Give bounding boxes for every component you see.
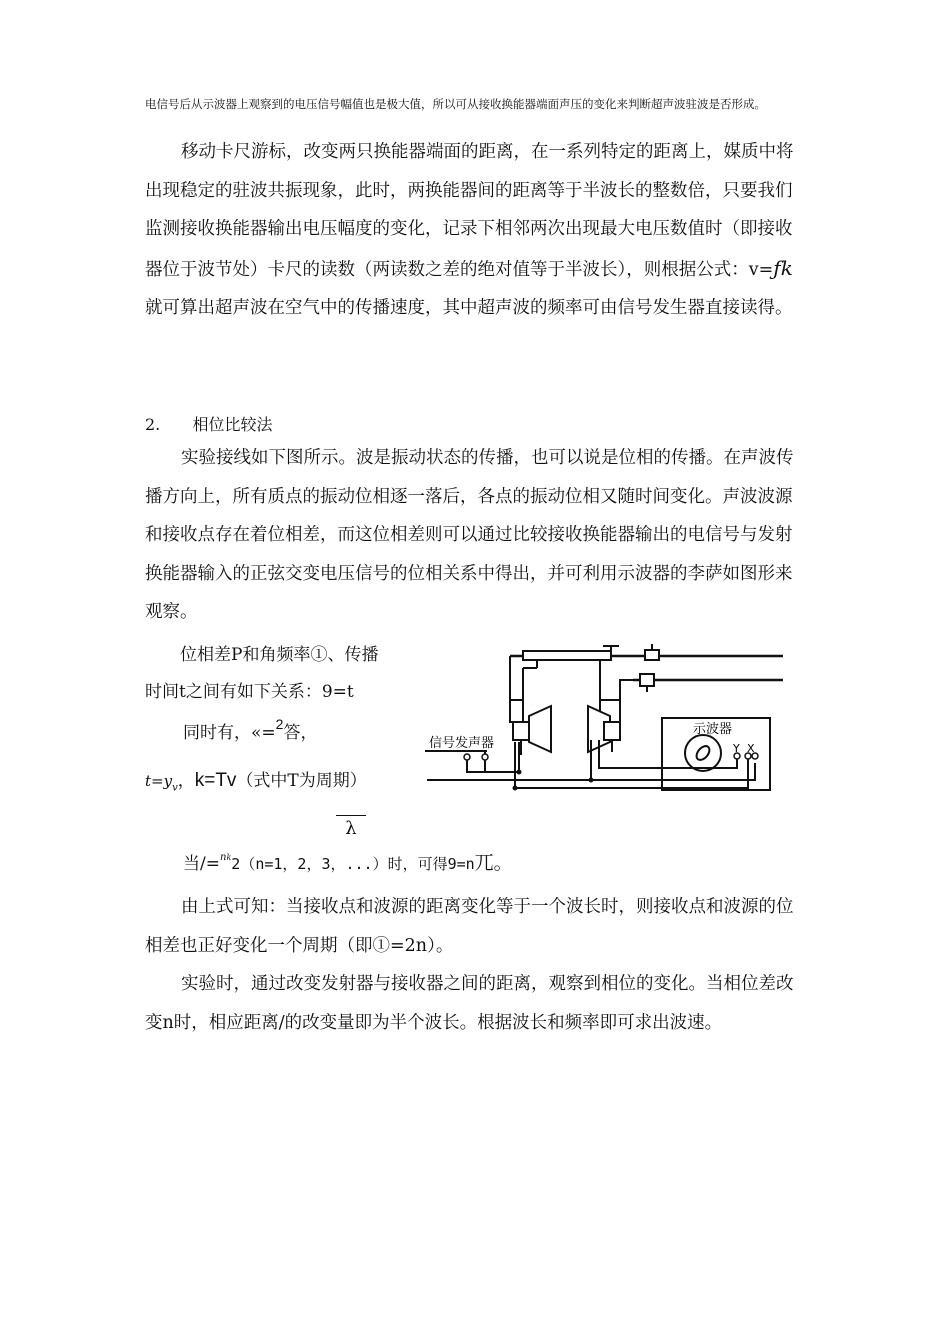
period-note: （式中T为周期） — [236, 771, 367, 791]
paragraph-conclusion: 由上式可知：当接收点和波源的距离变化等于一个波长时，则接收点和波源的位相差也正好变化一个周期（即①=2n）。 — [145, 897, 794, 956]
omega-expression: 同时有，«= — [183, 723, 276, 743]
formula-superscript — [220, 852, 231, 863]
x-input-label: X — [747, 742, 755, 755]
t-expression: t=y — [145, 772, 173, 790]
comma: ， — [177, 771, 195, 791]
k-expression: k=Tv — [194, 770, 237, 791]
paragraph-experiment: 实验时，通过改变发射器与接收器之间的距离，观察到相位的变化。当相位差改变n时，相应距离/的改变量即为半个波长。根据波长和频率即可求出波速。 — [145, 974, 794, 1033]
phase-relation-line3 — [183, 716, 317, 743]
fraction-bar — [336, 815, 366, 816]
top-note: 电信号后从示波器上观察到的电压信号幅值也是极大值，所以可从接收换能器端面声压的变化来判断超声波驻波是否形成。 — [145, 97, 766, 111]
section-heading — [145, 412, 272, 435]
lambda-symbol: λ — [345, 818, 357, 839]
lambda-fraction — [336, 815, 366, 839]
phase-relation-line3-tail: 答， — [283, 723, 318, 743]
formula-line — [183, 848, 513, 875]
wiring-diagram — [415, 640, 785, 802]
paragraph-phase-intro: 实验接线如下图所示。波是振动状态的传播，也可以说是位相的传播。在声波传播方向上，所有质点的振动位相逐一落后，各点的振动位相又随时间变化。声波波源和接收点存在着位相差，而这位相差则可以通过比较接收换能器输出的电信号与发射换能器输入的正弦交变电压信号的位相关系中得出，并可利用示波器的李萨如图形来观察。 — [145, 448, 794, 622]
phase-relation-line1: 位相差P和角频率①、传播 — [180, 645, 379, 665]
formula-sup-n: n — [219, 852, 227, 863]
paragraph-standing-wave — [145, 133, 809, 328]
formula-body: 2（n=1，2，3，...）时，可得9=n — [231, 855, 475, 873]
oscilloscope-label: 示波器 — [693, 722, 733, 737]
formula-suffix: 兀。 — [474, 852, 513, 874]
y-input-label: Y — [733, 742, 740, 755]
section-title: 相位比较法 — [192, 415, 273, 434]
superscript-two: 2 — [275, 716, 284, 732]
section-number: 2. — [145, 415, 161, 434]
signal-generator-label: 信号发声器 — [429, 736, 495, 751]
phase-relation-line4 — [145, 766, 367, 793]
t-subscript: v — [172, 782, 178, 794]
paragraph-standing-wave-text: 移动卡尺游标，改变两只换能器端面的距离，在一系列特定的距离上，媒质中将出现稳定的驻波共振现象，此时，两换能器间的距离等于半波长的整数倍，只要我们监测接收换能器输出电压幅度的变化，记录下相邻两次出现最大电压数值时（即接收器位于波节处）卡尺的读数（两读数之差的绝对值等于半波长），则根据公式：v= — [145, 142, 794, 280]
formula-fk: ƒk — [773, 255, 793, 280]
formula-sup-k: k — [226, 853, 232, 862]
formula-prefix: 当/= — [183, 854, 220, 874]
paragraph-standing-wave-tail: 就可算出超声波在空气中的传播速度，其中超声波的频率可由信号发生器直接读得。 — [145, 298, 793, 318]
phase-relation-line2: 时间t之间有如下关系：9=t — [145, 682, 354, 702]
